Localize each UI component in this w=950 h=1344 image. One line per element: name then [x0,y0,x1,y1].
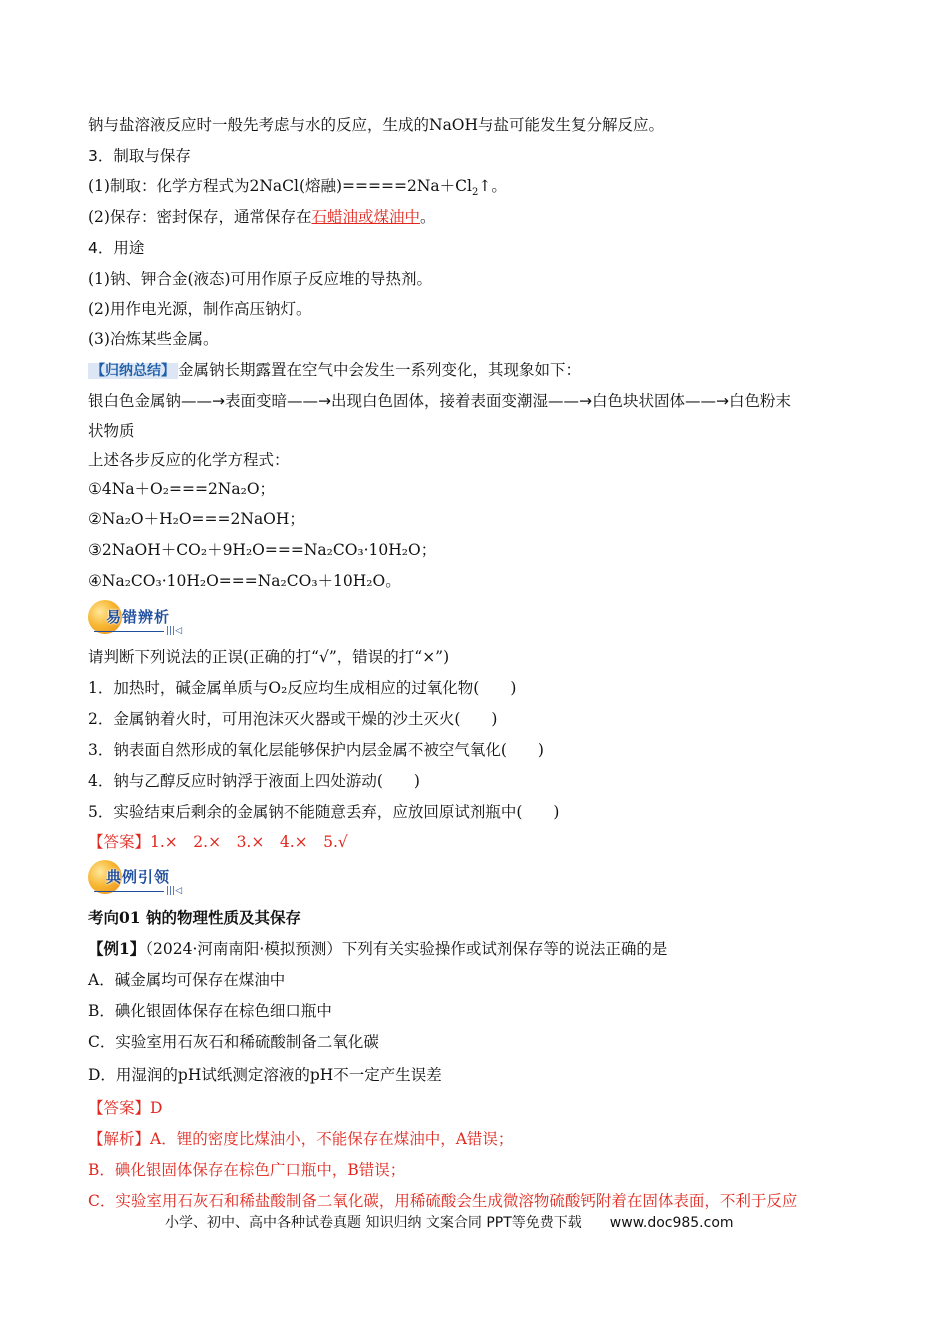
analysis-line: B．碘化银固体保存在棕色广口瓶中，B错误； [88,1161,406,1179]
change-chain: 银白色金属钠——→表面变暗——→出现白色固体，接着表面变潮湿——→白色块状固体——→白色粉末 [88,392,791,410]
example-answer [88,1097,162,1119]
judge-answer-label: 【答案】 [88,833,151,851]
errors-badge-label: 易错辨析 [106,608,171,626]
judge-prompt: 请判断下列说法的正误(正确的打“√”，错误的打“×”) [88,648,450,666]
use-item: (3)冶炼某些金属。 [88,330,219,348]
summary-lead: 金属钠长期露置在空气中会发生一系列变化，其现象如下： [178,361,582,379]
intro-paragraph: 钠与盐溶液反应时一般先考虑与水的反应，生成的NaOH与盐可能发生复分解反应。 [88,116,665,134]
change-chain-continued: 状物质 [88,422,135,440]
section-4-heading: 4．用途 [88,239,145,257]
footer-text: 小学、初中、高中各种试卷真题 知识归纳 文案合同 PPT等免费下载 [165,1215,582,1231]
judge-answer [88,831,348,853]
example-stem: （2024·河南南阳·模拟预测）下列有关实验操作或试剂保存等的说法正确的是 [145,940,668,958]
storage-suffix: 。 [419,208,436,226]
examples-badge [88,858,188,898]
badge-mark-icon: |||◁ [166,886,183,896]
storage-line [88,206,436,228]
production-suffix: ↑。 [478,177,507,195]
errors-badge [88,598,188,638]
analysis-label: 【解析】 [88,1130,151,1148]
storage-highlight: 石蜡油或煤油中 [311,208,420,226]
example-answer-value: D [150,1099,163,1117]
judge-item: 5．实验结束后剩余的金属钠不能随意丢弃，应放回原试剂瓶中( ) [88,803,560,821]
example-label: 【例1】 [88,939,146,958]
option-c: C．实验室用石灰石和稀硫酸制备二氧化碳 [88,1033,379,1051]
production-subscript: 2 [471,187,479,199]
badge-mark-icon: |||◁ [166,626,183,636]
summary-lead-line [88,359,581,382]
page-footer [165,1212,734,1232]
exam-direction: 考向01 钠的物理性质及其保存 [88,908,301,927]
equation-1: ①4Na＋O₂===2Na₂O； [88,480,276,498]
production-prefix: (1)制取：化学方程式为2NaCl(熔融)=====2Na＋Cl [88,177,472,195]
example-answer-label: 【答案】 [88,1099,151,1117]
option-d: D．用湿润的pH试纸测定溶液的pH不一定产生误差 [88,1066,442,1084]
analysis-line: C．实验室用石灰石和稀盐酸制备二氧化碳，用稀硫酸会生成微溶物硫酸钙附着在固体表面，不利于反应 [88,1192,798,1210]
judge-item: 4．钠与乙醇反应时钠浮于液面上四处游动( ) [88,772,420,790]
equation-3: ③2NaOH＋CO₂＋9H₂O===Na₂CO₃·10H₂O； [88,541,437,559]
use-item: (1)钠、钾合金(液态)可用作原子反应堆的导热剂。 [88,270,433,288]
option-a: A．碱金属均可保存在煤油中 [88,971,286,989]
section-3-heading: 3．制取与保存 [88,147,191,165]
footer-link[interactable]: www.doc985.com [609,1215,734,1231]
production-equation [88,175,507,197]
judge-item: 1．加热时，碱金属单质与O₂反应均生成相应的过氧化物( ) [88,679,517,697]
equation-2: ②Na₂O＋H₂O===2NaOH； [88,510,305,528]
equations-lead: 上述各步反应的化学方程式： [88,451,290,469]
badge-rule [94,631,164,632]
analysis-line [88,1128,513,1150]
use-item: (2)用作电光源，制作高压钠灯。 [88,300,312,318]
judge-item: 2．金属钠着火时，可用泡沫灭火器或干燥的沙土灭火( ) [88,710,498,728]
option-b: B．碘化银固体保存在棕色细口瓶中 [88,1002,332,1020]
examples-badge-label: 典例引领 [106,868,171,886]
judge-answer-text: 1.× 2.× 3.× 4.× 5.√ [150,833,348,851]
summary-tag: 【归纳总结】 [88,363,178,379]
judge-item: 3．钠表面自然形成的氧化层能够保护内层金属不被空气氧化( ) [88,741,544,759]
example-stem-line [88,938,667,960]
analysis-text: A．锂的密度比煤油小，不能保存在煤油中，A错误； [150,1130,514,1148]
badge-rule [94,891,164,892]
storage-prefix: (2)保存：密封保存，通常保存在 [88,208,312,226]
equation-4: ④Na₂CO₃·10H₂O===Na₂CO₃＋10H₂O。 [88,572,401,590]
